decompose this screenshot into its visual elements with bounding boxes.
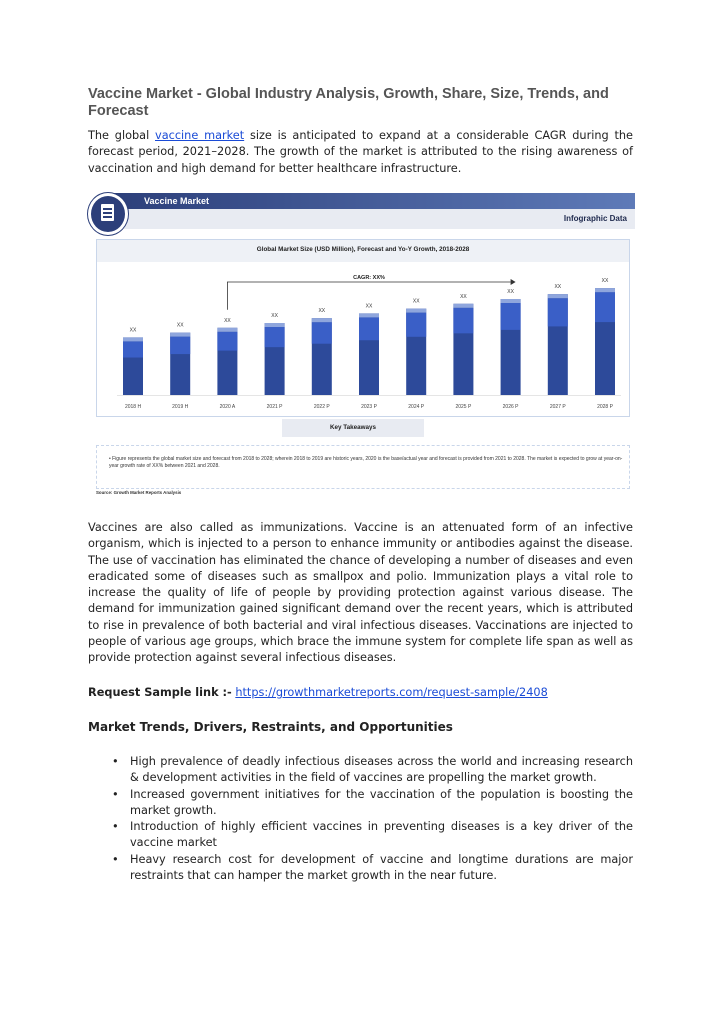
- list-item-text: Introduction of highly efficient vaccines in preventing diseases is a key driver of the vaccine market: [130, 820, 633, 850]
- data-label: XX: [271, 313, 278, 319]
- tick-label: 2019 H: [172, 404, 189, 410]
- data-label: XX: [554, 284, 562, 291]
- section-title: Market Trends, Drivers, Restraints, and Opportunities: [88, 720, 453, 734]
- list-item: [88, 754, 633, 787]
- data-label: XX: [507, 289, 514, 295]
- tick-label: 2022 P: [313, 404, 330, 410]
- list-item: [88, 819, 633, 852]
- chart-title: Global Market Size (USD Million), Forecast and Yo-Y Growth, 2018-2028: [256, 246, 470, 253]
- bar: [312, 318, 332, 395]
- bar: [406, 309, 426, 395]
- vaccine-market-link[interactable]: vaccine market: [155, 129, 245, 142]
- data-label: XX: [412, 298, 420, 305]
- tick-label: 2025 P: [455, 404, 472, 410]
- intro-paragraph: [88, 128, 633, 177]
- infographic-data-label: Infographic Data: [563, 214, 627, 223]
- banner-title: Vaccine Market: [144, 196, 210, 206]
- tick-label: 2021 P: [266, 404, 283, 410]
- source-note: Source: Growth Market Reports Analysis: [96, 490, 182, 495]
- request-label: Request Sample link :-: [88, 686, 232, 699]
- bar: [548, 294, 568, 395]
- list-item-text: Increased government initiatives for the vaccination of the population is boosting the market growth.: [130, 787, 633, 817]
- bar: [170, 333, 190, 395]
- data-label: XX: [176, 322, 184, 329]
- cagr-annotation: CAGR: XX%: [353, 275, 385, 281]
- list-item: [88, 852, 633, 885]
- bar: [595, 288, 615, 395]
- tick-label: 2023 P: [361, 404, 377, 410]
- tick-label: 2026 P: [502, 404, 519, 410]
- tick-label: 2028 P: [597, 404, 613, 410]
- takeaway-text: • Figure represents the global market size and forecast from 2018 to 2028; wherein 2018 to 2019 are historic years, 2020 is the base/actual year and forecast is provided from 2021 to 2028. The market is expected to grow at year-on-year growth rate of XX% between 2021 and 2028.: [109, 456, 623, 469]
- infographic: [88, 193, 635, 498]
- bullet-icon: •: [112, 755, 119, 768]
- bar: [217, 328, 237, 395]
- request-sample-link[interactable]: https://growthmarketreports.com/request-sample/2408: [235, 686, 548, 699]
- bullet-list: [88, 754, 633, 884]
- data-label: XX: [365, 303, 373, 310]
- bar: [123, 337, 143, 395]
- key-takeaways-label: Key Takeaways: [282, 419, 424, 437]
- bullet-icon: •: [112, 820, 119, 834]
- tick-label: 2027 P: [549, 404, 566, 410]
- bullet-icon: •: [112, 787, 119, 801]
- tick-label: 2018 H: [124, 404, 142, 410]
- chart-box: [96, 239, 630, 417]
- tick-label: 2020 A: [219, 404, 236, 410]
- bar: [453, 304, 473, 395]
- takeaway-box: [96, 445, 630, 489]
- infographic-banner: [88, 193, 635, 233]
- data-label: XX: [460, 293, 467, 300]
- data-label: XX: [224, 317, 231, 324]
- banner-sub: [110, 209, 635, 229]
- bullet-icon: •: [112, 852, 119, 866]
- bar-chart: [97, 262, 629, 414]
- list-item-text: High prevalence of deadly infectious diseases across the world and increasing research & development activities in the field of vaccines are propelling the market growth.: [130, 755, 633, 785]
- doc-title: Vaccine Market - Global Industry Analysis, Growth, Share, Size, Trends, and Forecast: [88, 86, 609, 119]
- document-icon: [88, 193, 128, 235]
- data-label: XX: [318, 308, 326, 315]
- intro-before-link: The global: [88, 129, 156, 142]
- list-item-text: Heavy research cost for development of vaccine and longtime durations are major restraints that can hamper the market growth in the near future.: [130, 852, 633, 883]
- bar: [265, 323, 285, 395]
- tick-label: 2024 P: [408, 404, 425, 410]
- data-label: XX: [129, 327, 137, 334]
- body-paragraph: Vaccines are also called as immunizations. Vaccine is an attenuated form of an infective organism, which is injected to a person to enhance immunity or antibodies against the disease. The use of vaccination has eliminated the chance of developing a number of diseases and even eradicated some of diseases such as smallpox and polio. Immunization plays a vital role to increase the quality of life of people by providing protection against various disease. The demand for immunization gained significant demand over the recent years, which is attributed to rise in prevalence of both bacterial and viral infectious diseases. Vaccinations are injected to people of various age groups, which brace the immune system for complete life span as well as provide protection against several infectious diseases.: [88, 521, 633, 665]
- list-item: [88, 787, 633, 820]
- data-label: XX: [601, 278, 609, 285]
- intro-after-link: size is anticipated to expand at a considerable CAGR during the forecast period, 2021–2028. The growth of the market is attributed to the rising awareness of vaccination and high demand for better healthcare infrastructure.: [88, 129, 633, 175]
- request-sample: [88, 686, 548, 699]
- bar: [359, 313, 379, 395]
- bar: [501, 299, 521, 395]
- takeaway-text-content: Figure represents the global market size and forecast from 2018 to 2028; wherein 2018 to 2019 are historic years, 2020 is the base/actual year and forecast is provided from 2021 to 2028. The market is expected to grow at year-on-year growth rate of XX% between 2021 and 2028.: [109, 456, 623, 469]
